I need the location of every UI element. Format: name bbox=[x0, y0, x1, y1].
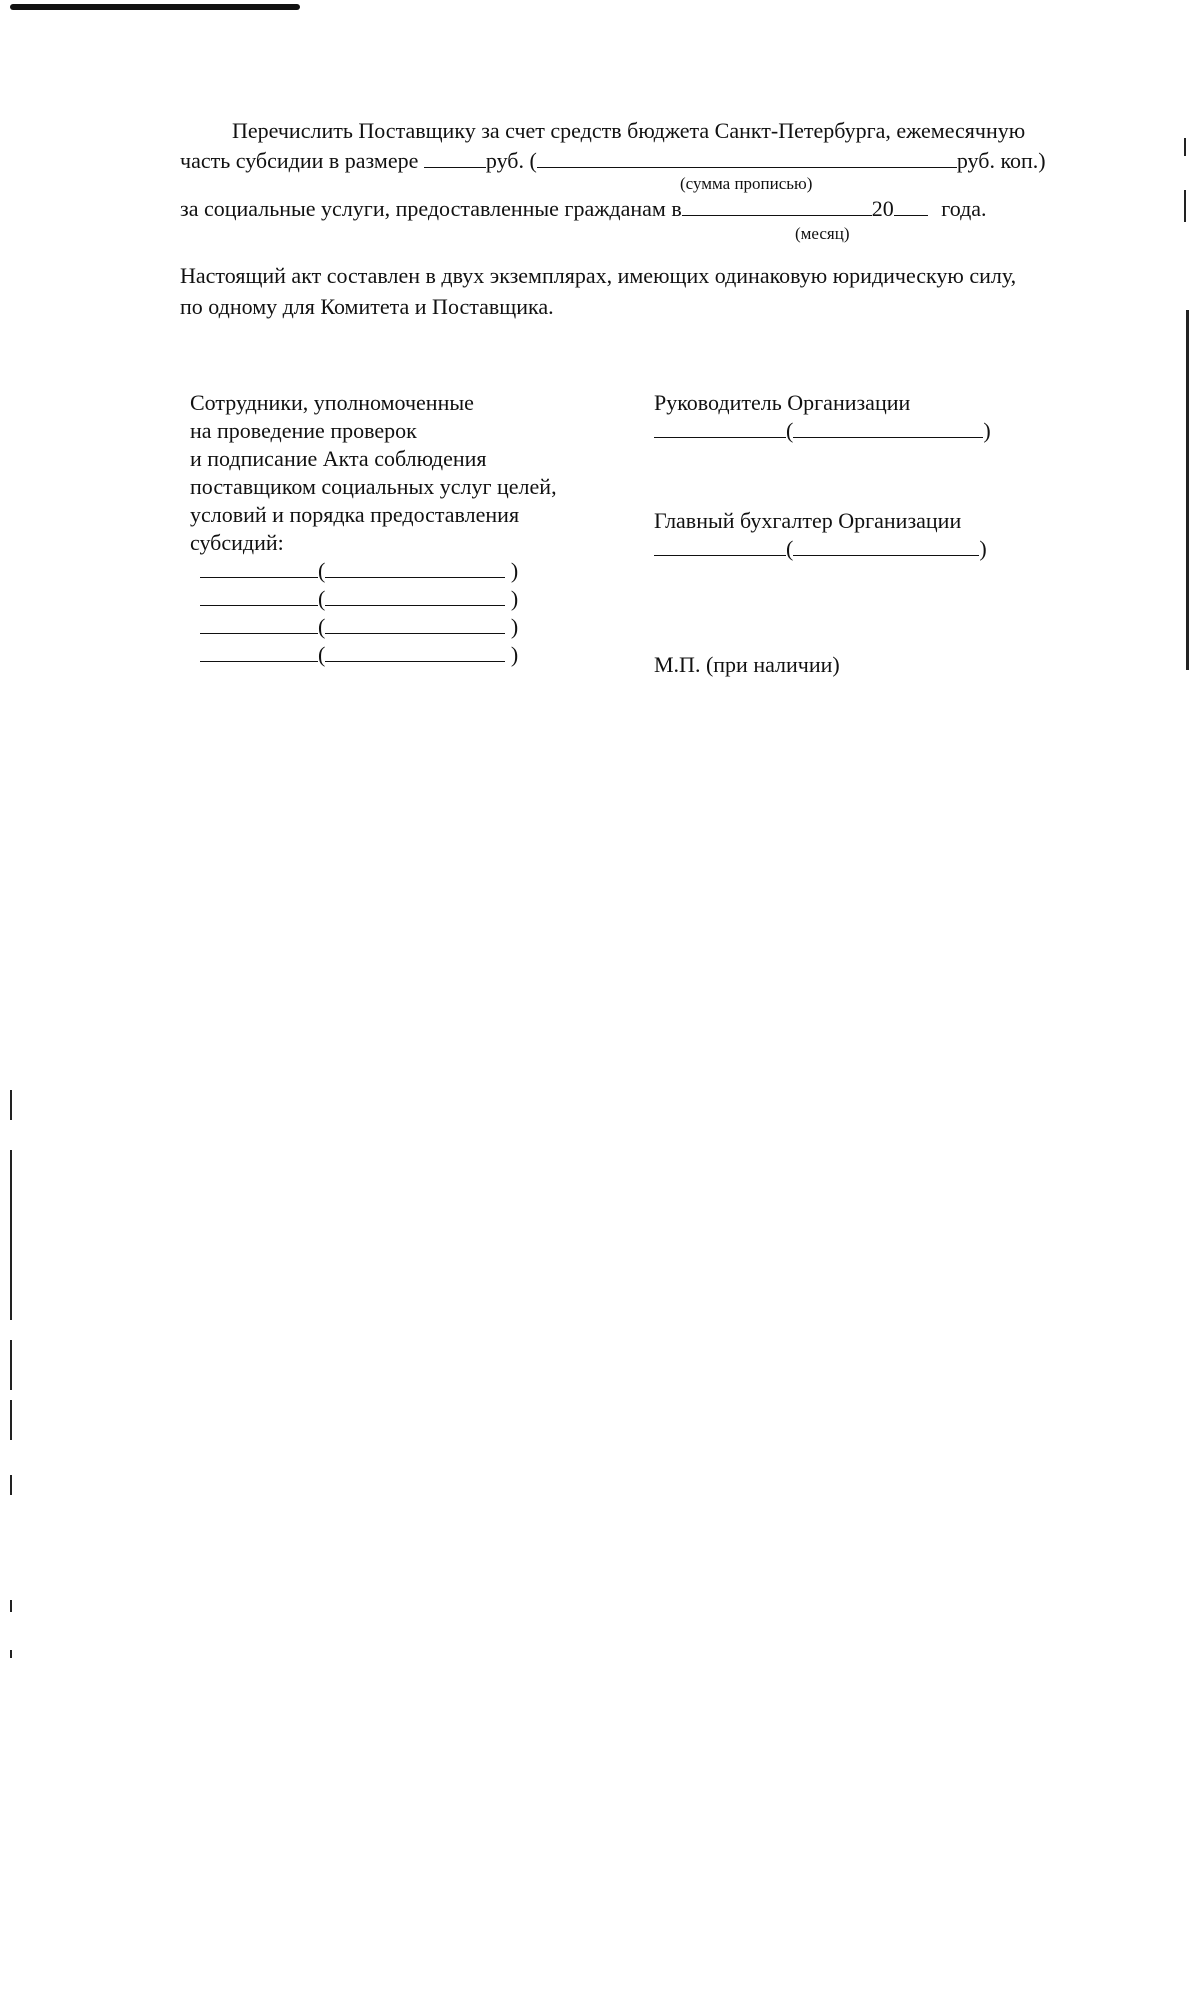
close-paren: ) bbox=[510, 614, 519, 639]
scan-artifact-mark bbox=[10, 1475, 12, 1495]
subsidy-amount-label: часть субсидии в размере bbox=[180, 148, 419, 173]
scan-artifact-mark bbox=[1184, 138, 1186, 156]
employee-signature-blank[interactable] bbox=[200, 643, 318, 662]
transfer-text-line-1: Перечислить Поставщику за счет средств бюджета Санкт-Петербурга, ежемесячную bbox=[232, 118, 1026, 143]
employees-caption-line: субсидий: bbox=[190, 530, 284, 555]
transfer-text-line-3 bbox=[180, 196, 987, 222]
employee-name-blank[interactable] bbox=[325, 643, 505, 662]
open-paren: ( bbox=[318, 642, 326, 667]
employees-caption-line: и подписание Акта соблюдения bbox=[190, 446, 487, 471]
accountant-signature-blank[interactable] bbox=[654, 537, 786, 556]
accountant-signature-row bbox=[654, 536, 987, 562]
accountant-name-blank[interactable] bbox=[793, 537, 979, 556]
copies-text-line-2: по одному для Комитета и Поставщика. bbox=[180, 294, 554, 319]
services-label: за социальные услуги, предоставленные гражданам в bbox=[180, 196, 682, 221]
employee-signature-blank[interactable] bbox=[200, 559, 318, 578]
open-paren: ( bbox=[318, 558, 326, 583]
amount-in-words-blank[interactable] bbox=[537, 149, 957, 168]
scan-artifact-mark bbox=[10, 1150, 12, 1320]
chief-accountant-title: Главный бухгалтер Организации bbox=[654, 508, 962, 533]
scan-artifact-top bbox=[10, 4, 300, 10]
subsidy-amount-blank[interactable] bbox=[424, 149, 486, 168]
scan-artifact-mark bbox=[10, 1400, 12, 1440]
close-paren: ) bbox=[510, 558, 519, 583]
rub-label: руб. ( bbox=[485, 148, 537, 173]
employee-signature-row bbox=[200, 642, 518, 668]
employee-signature-row bbox=[200, 558, 518, 584]
scan-artifact-mark bbox=[10, 1340, 12, 1390]
open-paren: ( bbox=[786, 536, 794, 561]
head-signature-blank[interactable] bbox=[654, 419, 786, 438]
caption-month: (месяц) bbox=[795, 224, 850, 243]
year-blank[interactable] bbox=[894, 197, 928, 216]
year-label: года. bbox=[941, 196, 987, 221]
open-paren: ( bbox=[318, 586, 326, 611]
copies-text-line-1: Настоящий акт составлен в двух экземплярах, имеющих одинаковую юридическую силу, bbox=[180, 263, 1017, 288]
open-paren: ( bbox=[318, 614, 326, 639]
scan-artifact-mark bbox=[1186, 310, 1189, 670]
close-paren: ) bbox=[979, 536, 987, 561]
open-paren: ( bbox=[786, 418, 794, 443]
year-prefix: 20 bbox=[871, 196, 894, 221]
scan-artifact-mark bbox=[10, 1090, 12, 1120]
caption-amount-in-words: (сумма прописью) bbox=[680, 174, 813, 193]
head-of-organization-title: Руководитель Организации bbox=[654, 390, 911, 415]
employee-signature-blank[interactable] bbox=[200, 615, 318, 634]
employee-name-blank[interactable] bbox=[325, 587, 505, 606]
transfer-text-line-2 bbox=[180, 148, 1046, 174]
close-paren: ) bbox=[983, 418, 991, 443]
close-paren: ) bbox=[510, 642, 519, 667]
employees-caption-line: Сотрудники, уполномоченные bbox=[190, 390, 474, 415]
close-paren: ) bbox=[510, 586, 519, 611]
employees-caption-line: поставщиком социальных услуг целей, bbox=[190, 474, 557, 499]
employee-name-blank[interactable] bbox=[325, 559, 505, 578]
employee-name-blank[interactable] bbox=[325, 615, 505, 634]
scan-artifact-mark bbox=[10, 1600, 12, 1612]
rub-kop-label: руб. коп.) bbox=[956, 148, 1046, 173]
month-blank[interactable] bbox=[682, 197, 872, 216]
scan-artifact-mark bbox=[1184, 190, 1186, 222]
stamp-place-label: М.П. (при наличии) bbox=[654, 652, 840, 677]
head-signature-row bbox=[654, 418, 991, 444]
head-name-blank[interactable] bbox=[793, 419, 983, 438]
employees-caption-line: на проведение проверок bbox=[190, 418, 417, 443]
employee-signature-row bbox=[200, 586, 518, 612]
employee-signature-row bbox=[200, 614, 518, 640]
employee-signature-blank[interactable] bbox=[200, 587, 318, 606]
scan-artifact-mark bbox=[10, 1650, 12, 1658]
employees-caption-line: условий и порядка предоставления bbox=[190, 502, 520, 527]
